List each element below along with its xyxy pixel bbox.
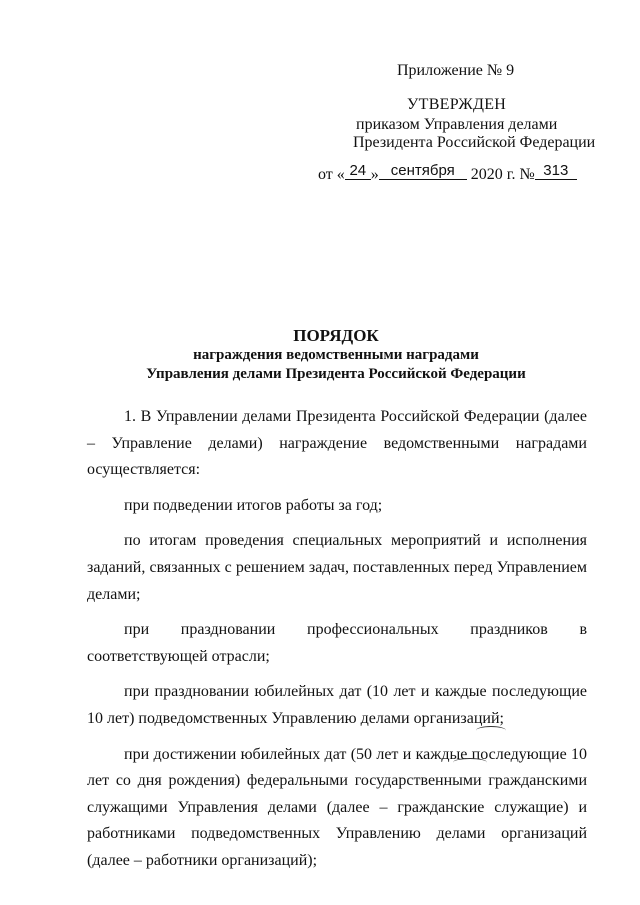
order-month: сентября [379,162,467,180]
paragraph-6: при достижении юбилейных дат (50 лет и каждые последующие 10 лет со дня рождения) федеральными государственными гражданскими служащими Управления делами (далее – гражданские служащие) и работниками подведомственных Управлению делами организаций (далее – работники организаций); [87,745,587,869]
document-title: ПОРЯДОК [293,326,379,345]
approved-label: УТВЕРЖДЕН [407,96,507,113]
order-number: 313 [535,162,577,180]
document-subtitle-line1: награждения ведомственными наградами [193,347,479,363]
paragraph-2: при подведении итогов работы за год; [124,496,383,514]
document-body [87,404,587,875]
handwritten-mark [453,758,487,767]
handwritten-mark [476,726,506,735]
document-subtitle-line2: Управления делами Президента Российской Федерации [146,366,526,382]
date-quote-close: » [370,166,379,183]
paragraph-3: по итогам проведения специальных мероприятий и исполнения заданий, связанных с решением задач, поставленных перед Управлением делами; [87,532,587,603]
order-issuer-line2: Президента Российской Федерации [353,134,596,151]
order-date-line [318,162,577,184]
paragraph-1: 1. В Управлении делами Президента Российской Федерации (далее – Управление делами) награждение ведомственными наградами осуществляется: [87,408,587,479]
paragraph-5: при праздновании юбилейных дат (10 лет и каждые последующие 10 лет) подведомственных Управлению делами организаций; [87,683,587,727]
order-issuer-line1: приказом Управления делами [356,116,558,133]
paragraph-4: при праздновании профессиональных праздников в соответствующей отрасли; [87,621,587,665]
order-day: 24 [345,162,371,180]
order-year-text: 2020 г. № [470,166,535,183]
date-prefix: от « [318,166,345,183]
appendix-label: Приложение № 9 [397,62,515,79]
